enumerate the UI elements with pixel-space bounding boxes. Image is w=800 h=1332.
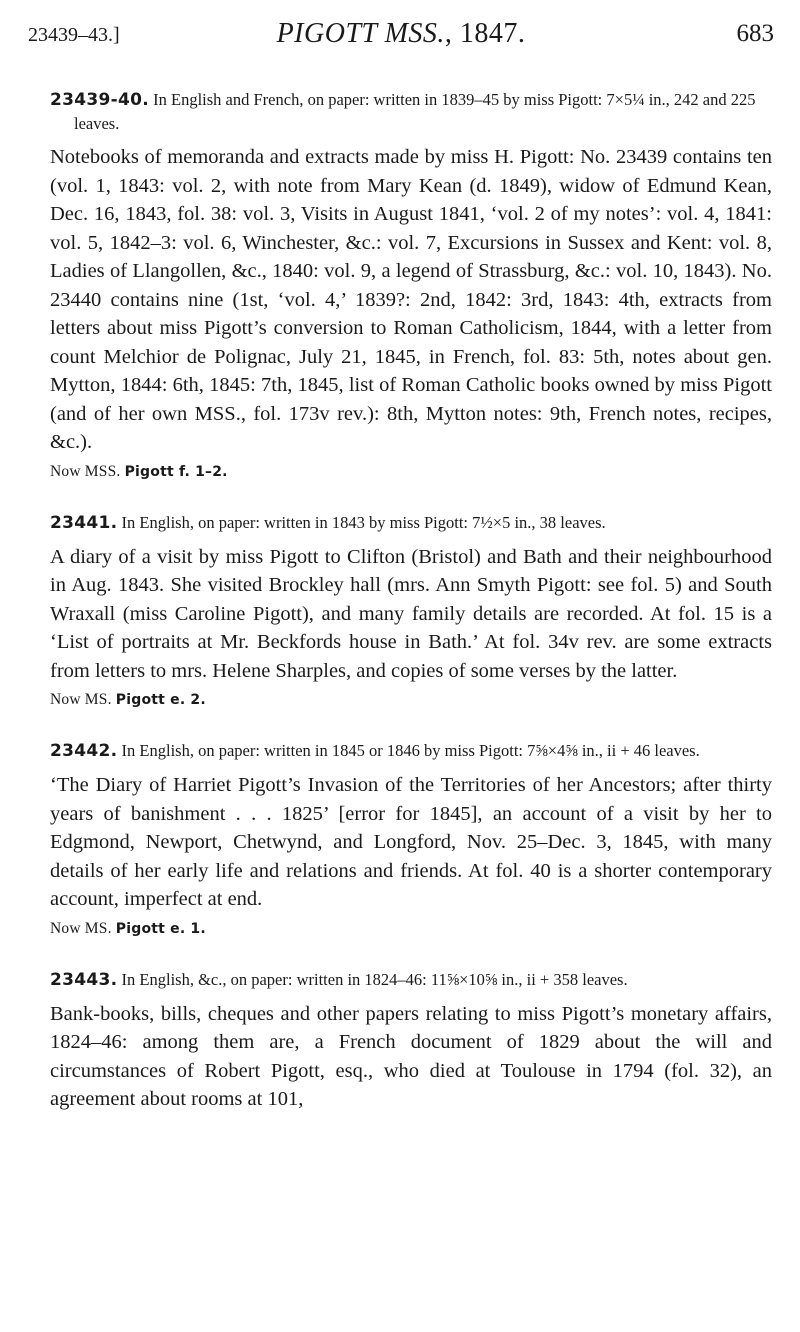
shelfmark-prefix: Now MS. [50, 919, 112, 937]
entry-physical-description: In English, &c., on paper: written in 1824–46: 11⅝×10⅝ in., ii + 358 leaves. [121, 969, 628, 989]
shelfmark [50, 691, 772, 709]
catalogue-entry [50, 511, 772, 710]
entry-number: 23442. [50, 741, 118, 761]
catalogue-entry [50, 968, 772, 1114]
catalogue-entries [50, 88, 772, 1144]
entry-description: A diary of a visit by miss Pigott to Clifton (Bristol) and Bath and their neighbourhood in Aug. 1843. She visited Brockley hall (mrs. Ann Smyth Pigott: see fol. 5) and South Wraxall (miss Caroline Pigott), and many family details are recorded. At fol. 15 is a ‘List of portraits at Mr. Beckfords house in Bath.’ At fol. 34v rev. are some extracts from letters to mrs. Helene Sharples, and copies of some verses by the latter. [50, 545, 772, 682]
catalogue-entry [50, 88, 772, 481]
page-number: 683 [736, 20, 774, 47]
entry-description: ‘The Diary of Harriet Pigott’s Invasion of the Territories of her Ancestors; after thirty years of banishment . . . 1825’ [error for 1845], an account of a visit by her to Edgmond, Newport, Chetwynd, and Longford, Nov. 25–Dec. 3, 1845, with many details of her early life and relations and friends. At fol. 40 is a shorter contemporary account, imperfect at end. [50, 774, 772, 910]
entry-head [50, 88, 772, 135]
shelfmark [50, 920, 772, 938]
header-range: 23439–43.] [28, 24, 120, 46]
shelfmark-value: Pigott e. 1. [115, 920, 206, 937]
shelfmark [50, 463, 772, 481]
entry-head [50, 511, 772, 535]
shelfmark-prefix: Now MS. [50, 691, 112, 708]
entry-head [50, 739, 772, 763]
entry-physical-description: In English, on paper: written in 1845 or 1846 by miss Pigott: 7⅝×4⅝ in., ii + 46 leaves. [121, 741, 700, 760]
header-title-main: PIGOTT MSS. [276, 18, 445, 49]
header-title-year: , 1847. [444, 18, 526, 49]
shelfmark-value: Pigott e. 2. [115, 692, 206, 708]
entry-number: 23439-40. [50, 90, 150, 110]
entry-number: 23441. [50, 512, 118, 533]
header-title [28, 18, 774, 50]
running-header [28, 14, 774, 54]
catalogue-entry [50, 739, 772, 938]
entry-description: Bank-books, bills, cheques and other papers relating to miss Pigott’s monetary affairs, 1824–46: among them are, a French document of 1829 about the will and circumstances of Robert Pigott, esq., who died at Toulouse in 1794 (fol. 32), an agreement about rooms at 101, [50, 1002, 772, 1110]
entry-physical-description: In English and French, on paper: written in 1839–45 by miss Pigott: 7×5¼ in., 242 and 225 leaves. [74, 90, 756, 133]
entry-head [50, 968, 772, 992]
entry-description: Notebooks of memoranda and extracts made by miss H. Pigott: No. 23439 contains ten (vol. 1, 1843: vol. 2, with note from Mary Kean (d. 1849), widow of Edmund Kean, Dec. 16, 1843, fol. 38: vol. 3, Visits in August 1841, ‘vol. 2 of my notes’: vol. 4, 1841: vol. 5, 1842–3: vol. 6, Winchester, &c.: vol. 7, Excursions in Sussex and Kent: vol. 8, Ladies of Llangollen, &c., 1840: vol. 9, a legend of Strassburg, &c.: vol. 10, 1843). No. 23440 contains nine (1st, ‘vol. 4,’ 1839?: 2nd, 1842: 3rd, 1843: 4th, extracts from letters about miss Pigott’s conversion to Roman Catholicism, 1844, with a letter from count Melchior de Polignac, July 21, 1845, in French, fol. 83: 5th, notes about gen. Mytton, 1844: 6th, 1845: 7th, 1845, list of Roman Catholic books owned by miss Pigott (and of her own MSS., fol. 173v rev.): 8th, Mytton notes: 9th, French notes, recipes, &c.). [50, 146, 772, 453]
shelfmark-prefix: Now MSS. [50, 462, 121, 480]
shelfmark-value: Pigott f. 1–2. [124, 463, 228, 480]
entry-physical-description: In English, on paper: written in 1843 by miss Pigott: 7½×5 in., 38 leaves. [121, 512, 606, 532]
entry-number: 23443. [50, 969, 118, 990]
